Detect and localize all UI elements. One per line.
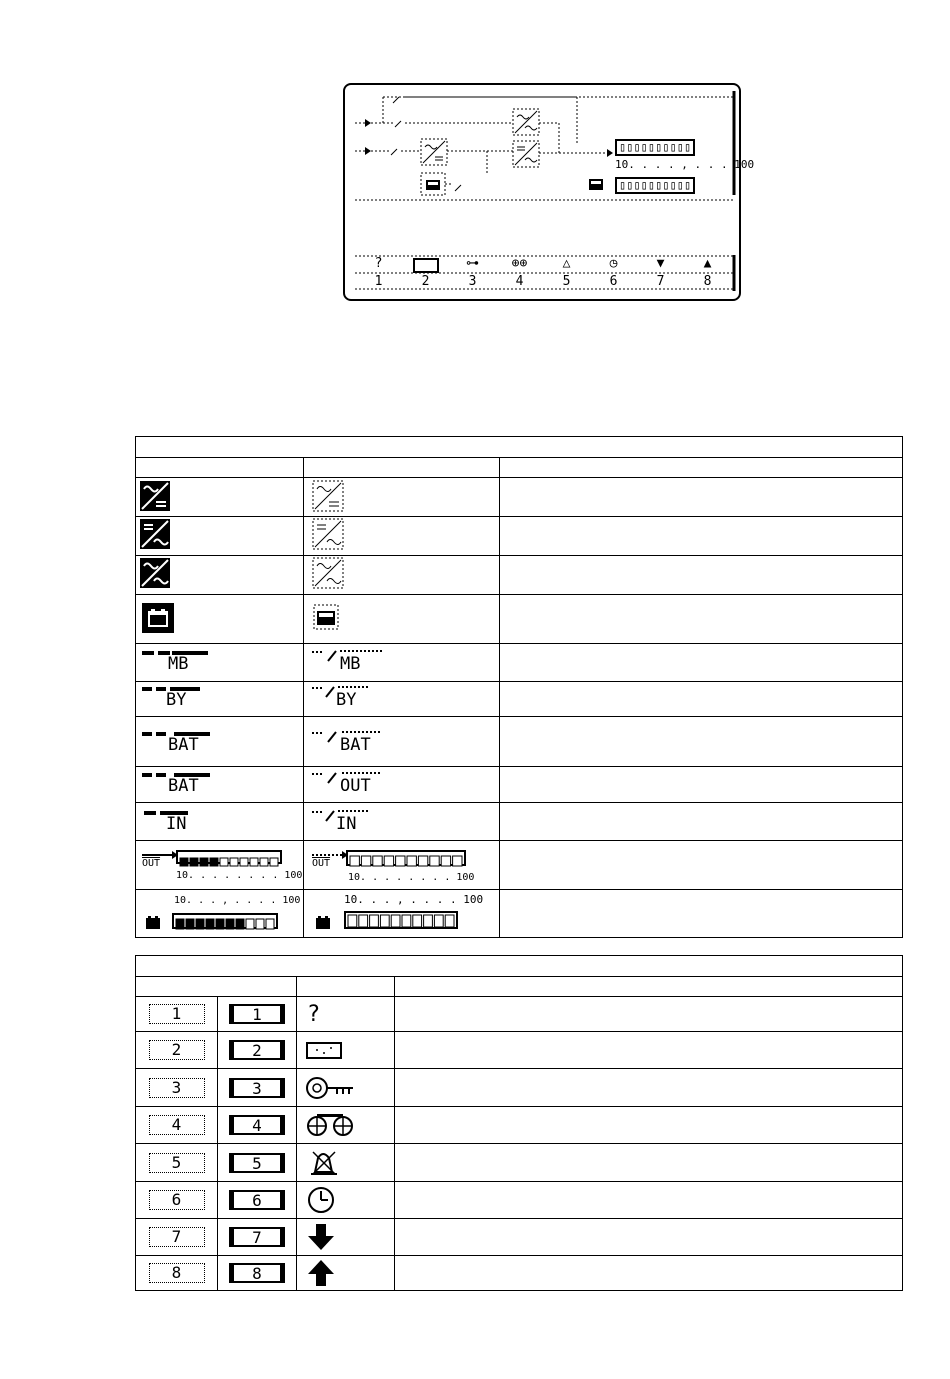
level-cell xyxy=(445,915,454,927)
key-4-active[interactable]: 4 xyxy=(229,1115,285,1135)
arrow-down-icon[interactable]: ▼ xyxy=(656,256,665,271)
level-cell xyxy=(216,919,224,929)
key-5-active[interactable]: 5 xyxy=(229,1153,285,1173)
rectifier-off-icon xyxy=(304,478,344,512)
clock-icon xyxy=(305,1185,337,1215)
key-icon[interactable]: ⊶ xyxy=(466,256,479,271)
battery-level-off-bar xyxy=(344,911,458,929)
arrow-up-icon xyxy=(307,1258,335,1288)
lcd-key-8[interactable]: 8 xyxy=(703,274,712,289)
key-1-active[interactable]: 1 xyxy=(229,1004,285,1024)
level-cell xyxy=(260,858,268,866)
lcd-key-3[interactable]: 3 xyxy=(468,274,477,289)
level-cell xyxy=(180,858,188,866)
level-cell xyxy=(230,858,238,866)
clock-icon[interactable]: ◷ xyxy=(609,256,618,271)
key-1-inactive: 1 xyxy=(149,1004,205,1024)
battery-switch-off-icon: BAT xyxy=(304,719,499,765)
key-7-inactive: 7 xyxy=(149,1227,205,1247)
key-6-inactive: 6 xyxy=(149,1190,205,1210)
key-4-inactive: 4 xyxy=(149,1115,205,1135)
mb-switch-on-icon: MB xyxy=(136,646,303,680)
level-cell xyxy=(441,856,450,866)
level-cell xyxy=(220,858,228,866)
level-cell xyxy=(196,919,204,929)
output-switch-on-icon: BAT xyxy=(136,768,303,801)
symbols-table xyxy=(135,436,903,938)
settings-icon xyxy=(305,1111,357,1139)
level-cell xyxy=(396,856,405,866)
lcd-key-7[interactable]: 7 xyxy=(656,274,665,289)
lcd-key-2[interactable]: 2 xyxy=(421,274,430,289)
alarm-icon[interactable]: △ xyxy=(562,256,571,271)
key-3-inactive: 3 xyxy=(149,1078,205,1098)
level-cell xyxy=(430,856,439,866)
level-cell xyxy=(236,919,244,929)
level-cell xyxy=(210,858,218,866)
level-cell xyxy=(361,856,370,866)
battery-level-off-icon: 10. . . , . . . . 100 xyxy=(304,891,499,936)
key-8-active[interactable]: 8 xyxy=(229,1263,285,1283)
lcd-key-6[interactable]: 6 xyxy=(609,274,618,289)
key-3-active[interactable]: 3 xyxy=(229,1078,285,1098)
col-symbol xyxy=(297,977,395,997)
level-cell xyxy=(256,919,264,929)
output-load-off-icon: $\overline{OUT}$ 10. . . . . . . . 100 xyxy=(304,842,499,888)
lcd-key-bar xyxy=(355,256,735,292)
level-cell xyxy=(413,915,422,927)
key-2-inactive: 2 xyxy=(149,1040,205,1060)
lcd-output-bar: ▯▯▯▯▯▯▯▯▯▯ xyxy=(615,139,695,156)
lcd-key-4[interactable]: 4 xyxy=(515,274,524,289)
level-cell xyxy=(270,858,278,866)
level-cell xyxy=(391,915,400,927)
output-switch-off-icon: OUT xyxy=(304,768,499,801)
key-6-active[interactable]: 6 xyxy=(229,1190,285,1210)
battery-off-icon xyxy=(304,597,348,637)
keys-table-header xyxy=(136,956,903,977)
question-icon: ? xyxy=(307,1001,321,1027)
inverter-on-icon xyxy=(136,517,176,551)
col-active xyxy=(136,458,304,478)
level-cell xyxy=(176,919,184,929)
level-cell xyxy=(348,915,357,927)
key-2-active[interactable]: 2 xyxy=(229,1040,285,1060)
screen-icon xyxy=(305,1039,345,1061)
output-load-on-bar xyxy=(176,850,282,864)
input-switch-on-icon: IN xyxy=(136,805,303,839)
lcd-output-scale: 10. . . . , . . . 100 xyxy=(615,158,755,171)
key-5-inactive: 5 xyxy=(149,1153,205,1173)
arrow-up-icon[interactable]: ▲ xyxy=(703,256,712,271)
key-8-inactive: 8 xyxy=(149,1263,205,1283)
symbols-table-header xyxy=(136,437,903,458)
bypass-converter-on-icon xyxy=(136,556,176,590)
bypass-converter-off-icon xyxy=(304,556,344,590)
col-description xyxy=(500,458,903,478)
level-cell xyxy=(370,915,379,927)
inverter-off-icon xyxy=(304,517,344,551)
battery-level-on-icon: 10. . . , . . . . 100 xyxy=(136,891,303,936)
level-cell xyxy=(424,915,433,927)
col-function xyxy=(395,977,903,997)
key-icon xyxy=(305,1074,357,1102)
lcd-display xyxy=(343,83,755,301)
level-cell xyxy=(206,919,214,929)
level-cell xyxy=(250,858,258,866)
alarm-icon xyxy=(307,1148,341,1178)
level-cell xyxy=(434,915,443,927)
level-cell xyxy=(407,856,416,866)
battery-on-icon xyxy=(136,597,180,637)
battery-level-on-bar xyxy=(172,913,278,929)
level-cell xyxy=(266,919,274,929)
mb-switch-off-icon: MB xyxy=(304,646,499,680)
lcd-key-1[interactable]: 1 xyxy=(374,274,383,289)
output-load-on-icon: $\overline{OUT}$ 10. . . . . . . . 100 xyxy=(136,842,303,888)
lcd-battery-bar: ▯▯▯▯▯▯▯▯▯▯ xyxy=(615,177,695,194)
level-cell xyxy=(226,919,234,929)
lcd-key-5[interactable]: 5 xyxy=(562,274,571,289)
col-inactive xyxy=(304,458,500,478)
battery-switch-on-icon: BAT xyxy=(136,719,303,765)
level-cell xyxy=(190,858,198,866)
arrow-down-icon xyxy=(307,1222,335,1252)
level-cell xyxy=(384,856,393,866)
input-switch-off-icon: IN xyxy=(304,805,499,839)
level-cell xyxy=(373,856,382,866)
level-cell xyxy=(380,915,389,927)
level-cell xyxy=(453,856,462,866)
level-cell xyxy=(186,919,194,929)
level-cell xyxy=(350,856,359,866)
level-cell xyxy=(246,919,254,929)
key-7-active[interactable]: 7 xyxy=(229,1227,285,1247)
level-cell xyxy=(402,915,411,927)
bypass-switch-off-icon: BY xyxy=(304,683,499,715)
rectifier-on-icon xyxy=(136,478,176,512)
level-cell xyxy=(359,915,368,927)
output-load-off-bar xyxy=(346,850,466,866)
keys-table xyxy=(135,955,903,1291)
bypass-switch-on-icon: BY xyxy=(136,683,303,715)
level-cell xyxy=(240,858,248,866)
level-cell xyxy=(418,856,427,866)
col-key xyxy=(136,977,297,997)
settings-icon[interactable]: ⊕⊕ xyxy=(511,256,528,271)
question-icon[interactable]: ? xyxy=(374,256,383,271)
level-cell xyxy=(200,858,208,866)
